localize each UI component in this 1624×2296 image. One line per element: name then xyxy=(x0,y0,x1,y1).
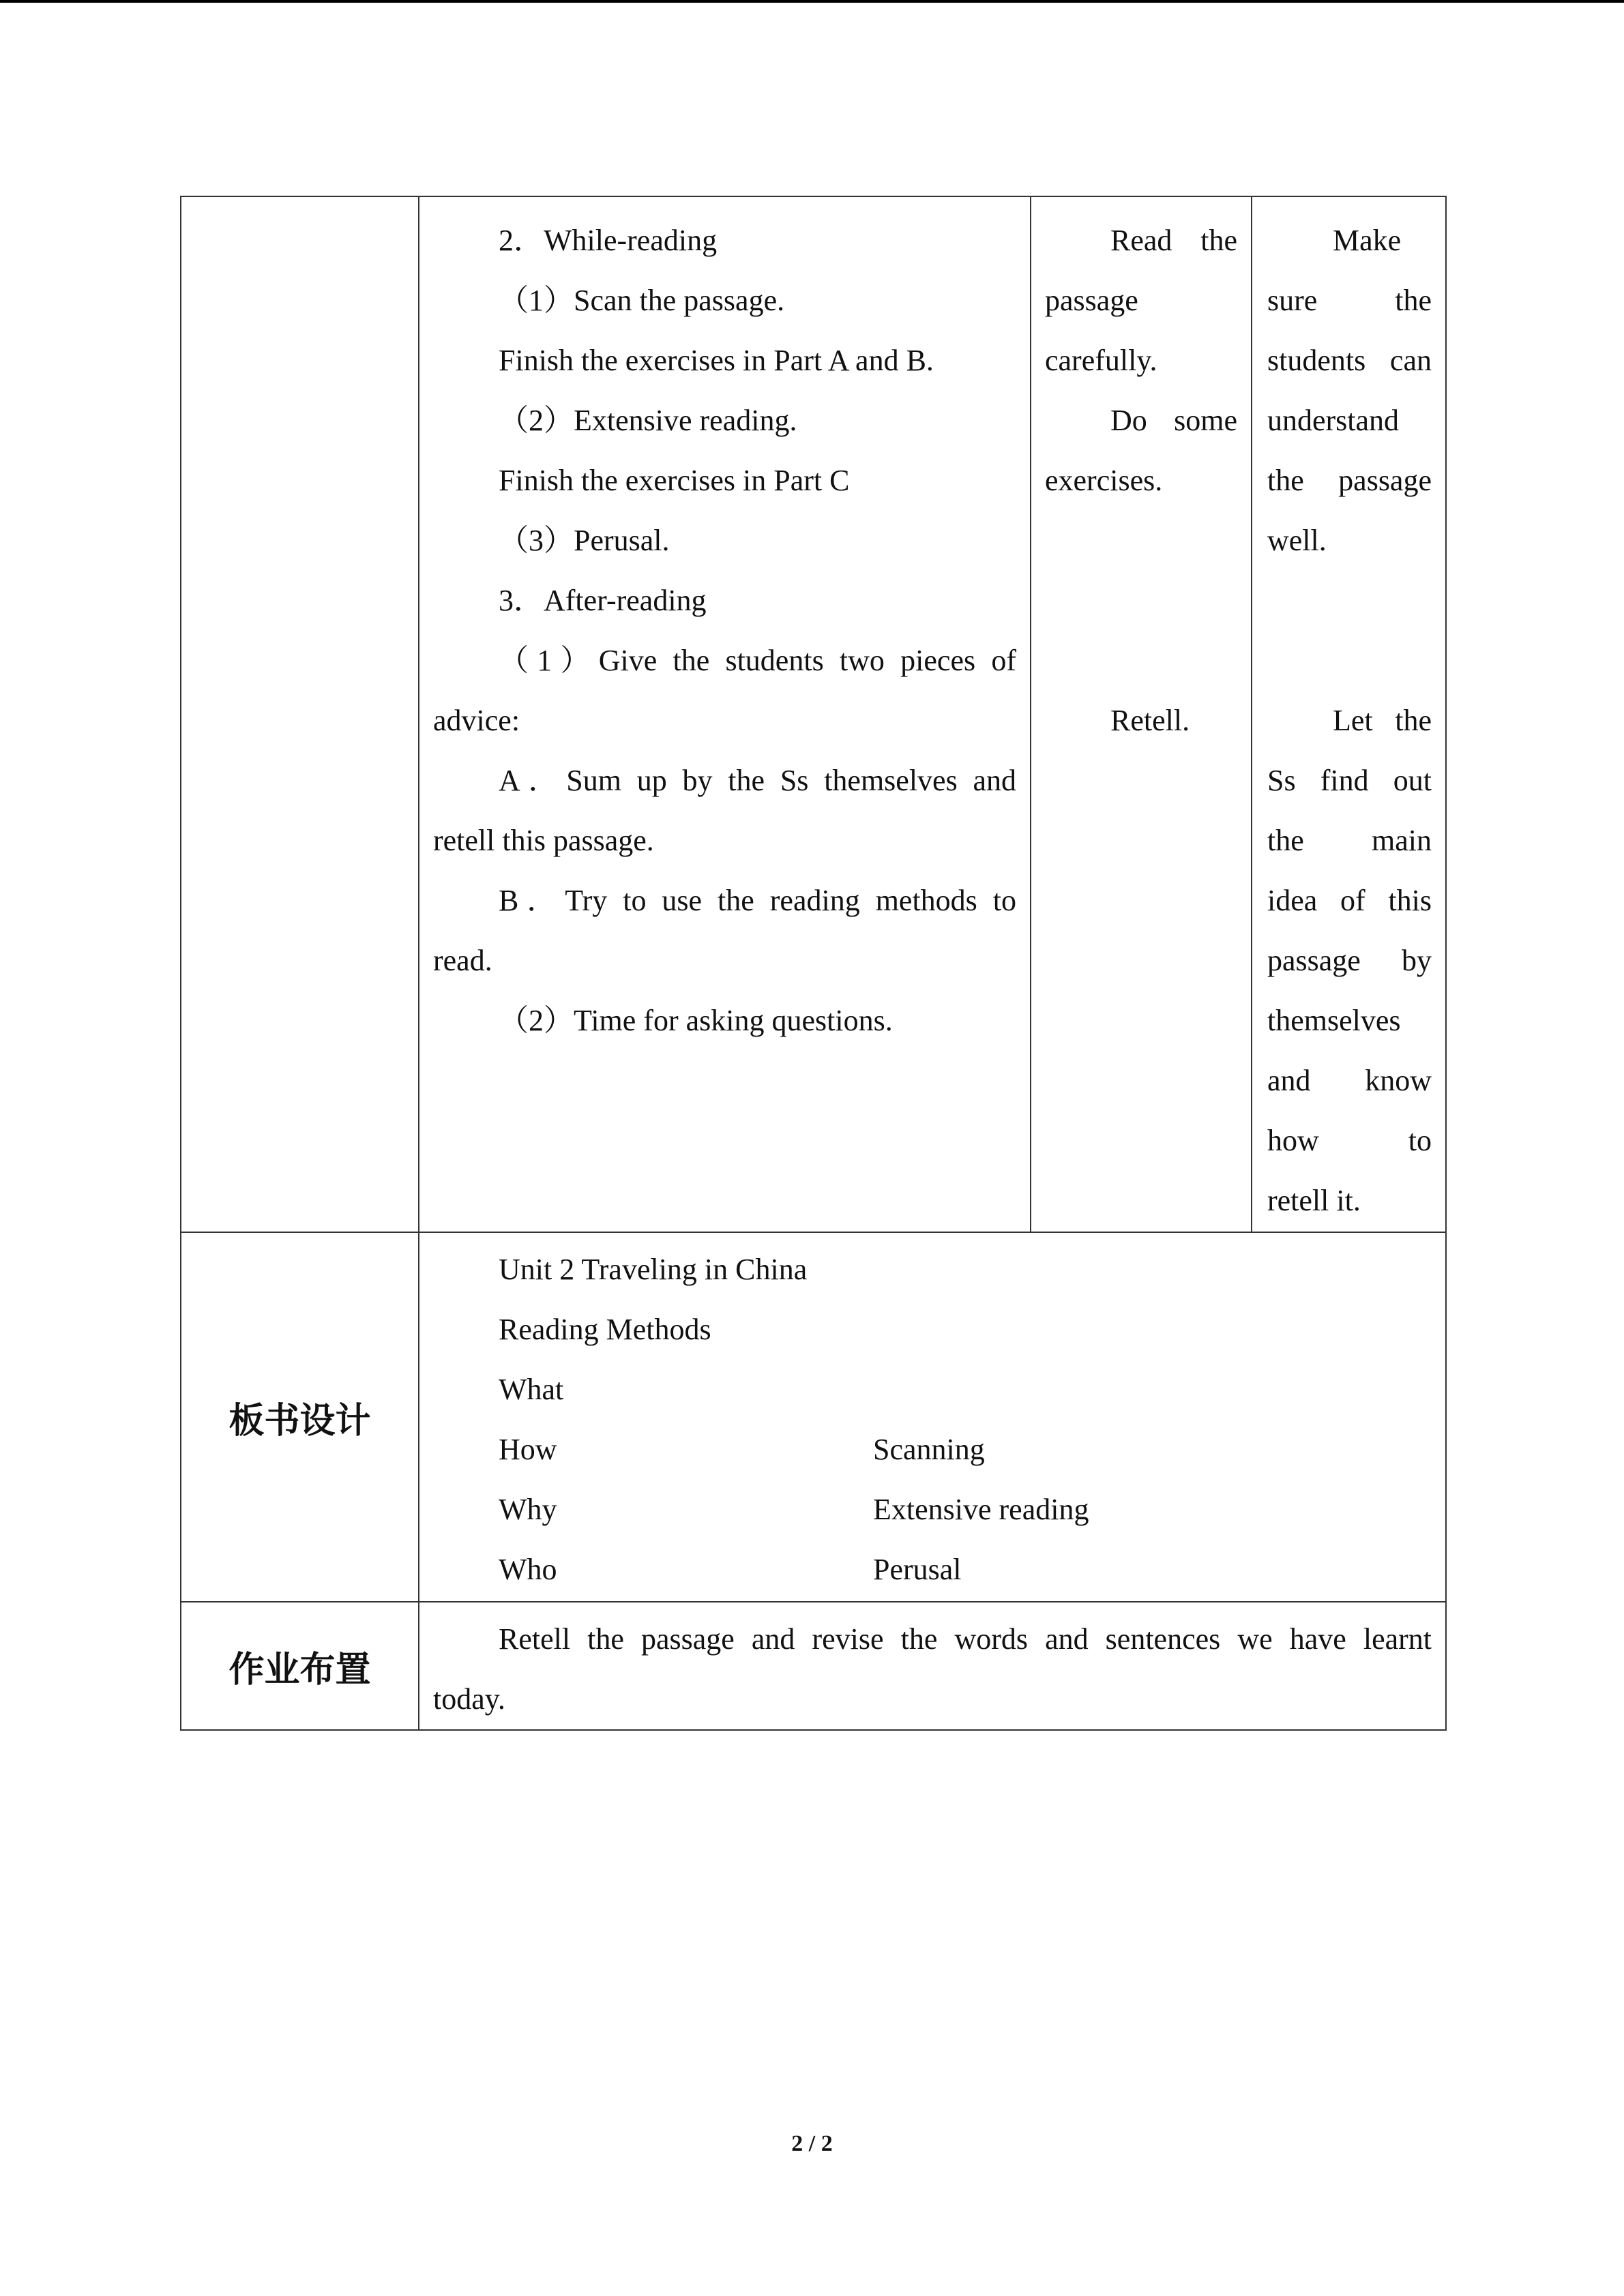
student-activity-line: Retell. xyxy=(1110,704,1190,737)
teaching-purpose-cell xyxy=(1252,196,1446,1232)
purpose-line: understand xyxy=(1267,404,1400,437)
procedure-line: Finish the exercises in Part C xyxy=(499,464,850,497)
student-activity-line: Read the xyxy=(1110,224,1237,257)
purpose-line: the main xyxy=(1267,824,1432,857)
procedure-line: A．Sum up by the Ss themselves and xyxy=(499,764,1016,797)
procedure-line: B．Try to use the reading methods to xyxy=(499,884,1016,917)
procedure-line: （2）Time for asking questions. xyxy=(499,1004,893,1037)
board-design-row xyxy=(181,1232,1446,1602)
homework-line: today. xyxy=(433,1682,505,1716)
purpose-line: passage by xyxy=(1267,944,1432,977)
student-activity-line: Do some xyxy=(1110,404,1237,437)
board-right-item: Perusal xyxy=(873,1553,962,1586)
purpose-line: retell it. xyxy=(1267,1184,1361,1217)
purpose-line: well. xyxy=(1267,524,1327,557)
board-left-item: Who xyxy=(499,1553,557,1586)
purpose-line: and know xyxy=(1267,1064,1432,1097)
homework-line: Retell the passage and revise the words and sentences we have learnt xyxy=(499,1622,1432,1656)
board-title: Unit 2 Traveling in China xyxy=(499,1253,808,1286)
student-activity-line: carefully. xyxy=(1045,344,1157,377)
procedure-line: advice: xyxy=(433,704,520,737)
board-left-item: What xyxy=(499,1373,564,1406)
procedure-line: 3．After-reading xyxy=(499,584,707,617)
procedure-line: 2．While-reading xyxy=(499,224,718,257)
purpose-line: idea of this xyxy=(1267,884,1432,917)
page-number: 2 / 2 xyxy=(791,2131,833,2156)
purpose-line: themselves xyxy=(1267,1004,1401,1037)
page-top-border xyxy=(0,0,1624,3)
board-left-item: How xyxy=(499,1433,557,1466)
procedure-line: （2）Extensive reading. xyxy=(499,404,797,437)
purpose-line: students can xyxy=(1267,344,1432,377)
purpose-line: sure the xyxy=(1267,284,1432,317)
board-design-label: 板书设计 xyxy=(181,1232,419,1602)
lesson-plan-table xyxy=(180,196,1447,1731)
homework-cell xyxy=(419,1602,1446,1730)
student-activity-line: passage xyxy=(1045,284,1138,317)
homework-label: 作业布置 xyxy=(181,1602,419,1730)
procedure-line: （3）Perusal. xyxy=(499,524,670,557)
procedure-line: （1）Give the students two pieces of xyxy=(499,644,1016,677)
board-design-cell xyxy=(419,1232,1446,1602)
student-activity-line: exercises. xyxy=(1045,464,1163,497)
purpose-line: how to xyxy=(1267,1124,1432,1157)
board-right-item: Extensive reading xyxy=(873,1493,1089,1526)
homework-row xyxy=(181,1602,1446,1730)
procedure-line: Finish the exercises in Part A and B. xyxy=(499,344,934,377)
procedure-label-cell xyxy=(181,196,419,1232)
purpose-line: Ss find out xyxy=(1267,764,1432,797)
teaching-procedure-cell xyxy=(419,196,1031,1232)
purpose-line: Let the xyxy=(1333,704,1432,737)
procedure-line: （1）Scan the passage. xyxy=(499,284,785,317)
purpose-line: Make xyxy=(1333,224,1402,257)
procedure-line: retell this passage. xyxy=(433,824,654,857)
board-right-item: Scanning xyxy=(873,1433,985,1466)
procedure-row xyxy=(181,196,1446,1232)
board-subtitle: Reading Methods xyxy=(499,1313,711,1346)
student-activity-cell xyxy=(1031,196,1252,1232)
procedure-line: read. xyxy=(433,944,492,977)
board-left-item: Why xyxy=(499,1493,557,1526)
purpose-line: the passage xyxy=(1267,464,1432,497)
